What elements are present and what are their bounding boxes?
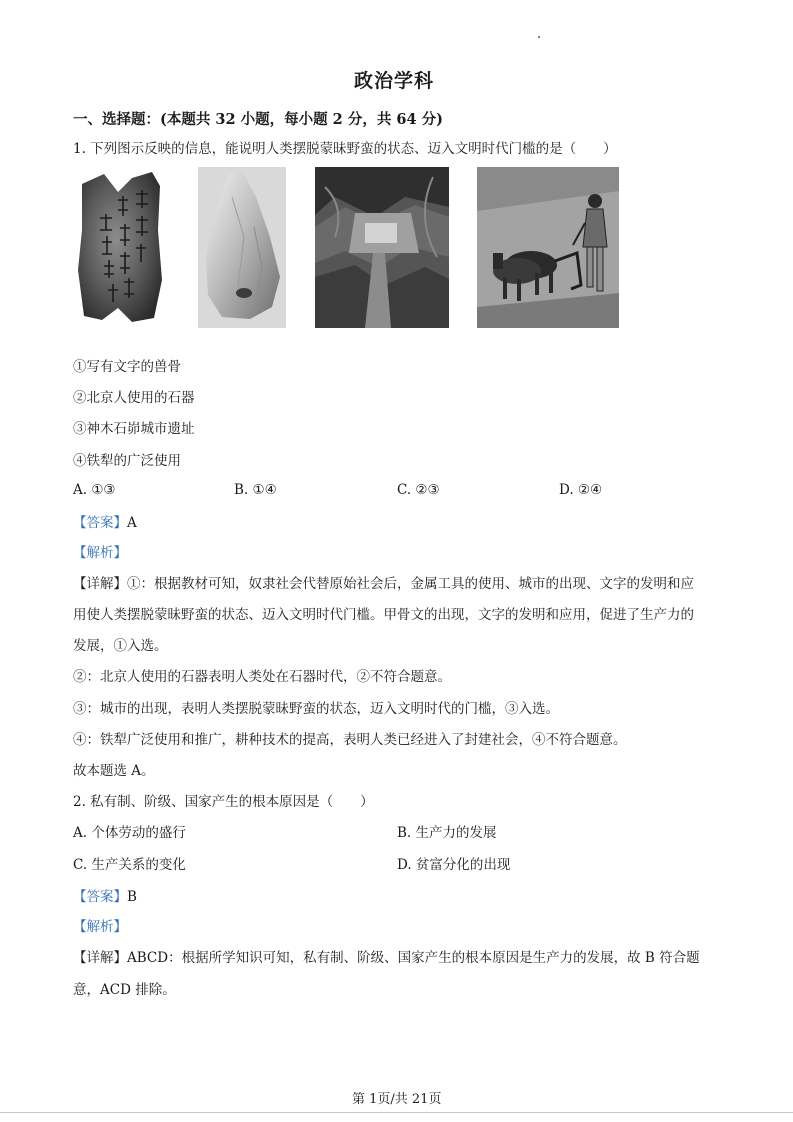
q2-detail-line: 【详解】ABCD：根据所学知识可知，私有制、阶级、国家产生的根本原因是生产力的发展，故 B 符合题 <box>73 950 700 966</box>
q1-answer <box>73 514 137 532</box>
q1-detail-line: 用使人类摆脱蒙昧野蛮的状态、迈入文明时代门槛。甲骨文的出现，文字的发明和应用，促进了生产力的 <box>73 607 694 623</box>
section-heading: 一、选择题：(本题共 32 小题，每小题 2 分，共 64 分) <box>73 111 443 128</box>
q1-item-1: ①写有文字的兽骨 <box>73 359 181 375</box>
q2-stem: 2. 私有制、阶级、国家产生的根本原因是（ ） <box>73 794 374 810</box>
q2-detail-line: 意，ACD 排除。 <box>73 982 176 998</box>
q1-option-a: A. ①③ <box>73 482 116 498</box>
answer-value: B <box>127 889 137 905</box>
q1-option-b: B. ①④ <box>234 482 277 498</box>
ox-plow-mural-image <box>477 167 619 328</box>
top-mark <box>538 36 540 38</box>
answer-tag: 【答案】 <box>73 515 127 531</box>
q1-detail-line: ②：北京人使用的石器表明人类处在石器时代，②不符合题意。 <box>73 669 451 685</box>
q1-stem: 1. 下列图示反映的信息，能说明人类摆脱蒙昧野蛮的状态、迈入文明时代门槛的是（ ） <box>73 141 617 157</box>
stone-tool-image <box>198 167 286 328</box>
page-title: 政治学科 <box>354 70 435 92</box>
q2-answer <box>73 888 137 906</box>
q2-analysis-tag: 【解析】 <box>73 919 127 935</box>
q1-option-c: C. ②③ <box>397 482 440 498</box>
q1-item-3: ③神木石峁城市遗址 <box>73 421 195 437</box>
q2-option-d: D. 贫富分化的出现 <box>397 857 511 873</box>
answer-tag: 【答案】 <box>73 889 127 905</box>
oracle-bone-image <box>74 170 166 325</box>
q1-detail-line: 故本题选 A。 <box>73 763 155 779</box>
q1-option-d: D. ②④ <box>559 482 603 498</box>
page-footer: 第 1页/共 21页 <box>352 1092 442 1107</box>
q1-analysis-tag: 【解析】 <box>73 545 127 561</box>
footer-divider <box>0 1112 793 1113</box>
q1-detail-line: ③：城市的出现，表明人类摆脱蒙昧野蛮的状态，迈入文明时代的门槛，③入选。 <box>73 701 559 717</box>
q1-detail-line: ④：铁犁广泛使用和推广，耕种技术的提高，表明人类已经进入了封建社会，④不符合题意。 <box>73 732 627 748</box>
q2-option-b: B. 生产力的发展 <box>397 825 497 841</box>
q1-detail-line: 发展，①入选。 <box>73 638 168 654</box>
q2-option-a: A. 个体劳动的盛行 <box>73 825 186 841</box>
q2-option-c: C. 生产关系的变化 <box>73 857 186 873</box>
q1-detail-line: 【详解】①：根据教材可知，奴隶社会代替原始社会后，金属工具的使用、城市的出现、文字的发明和应 <box>73 576 694 592</box>
city-ruins-image <box>315 167 449 328</box>
q1-item-2: ②北京人使用的石器 <box>73 390 195 406</box>
answer-value: A <box>127 515 137 531</box>
q1-item-4: ④铁犁的广泛使用 <box>73 453 181 469</box>
